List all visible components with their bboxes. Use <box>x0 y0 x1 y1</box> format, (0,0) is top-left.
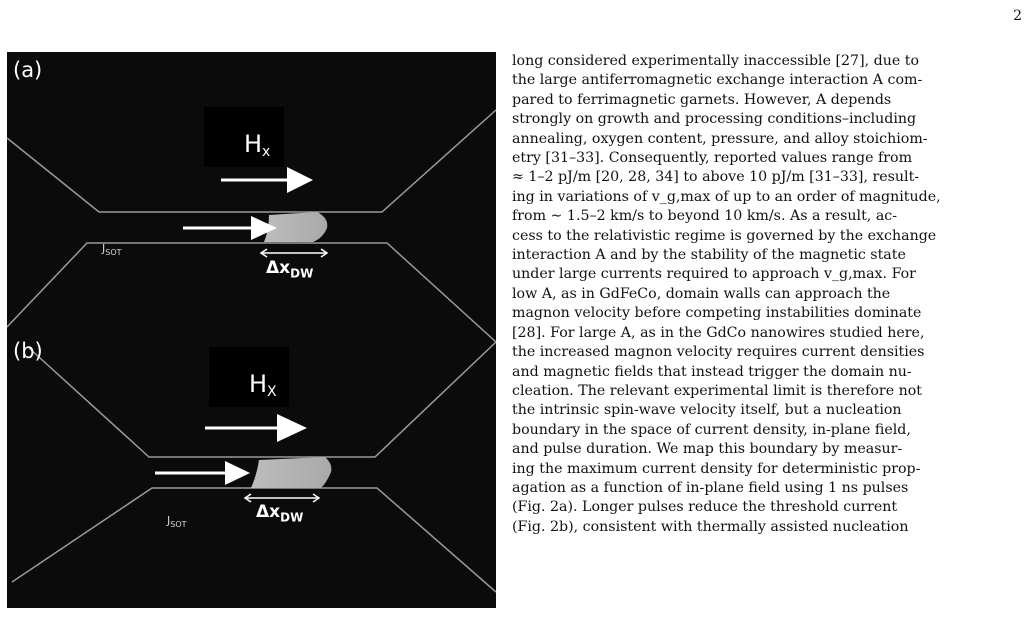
text-line: cleation. The relevant experimental limit is therefore not <box>512 382 922 399</box>
text-line: and pulse duration. We map this boundary by measur- <box>512 441 903 458</box>
text-line: ≈ 1–2 pJ/m [20, 28, 34] to above 10 pJ/m [31–33], result- <box>512 169 920 186</box>
displacement-label-a: $\Delta x_{DW}$ <box>266 258 314 281</box>
text-line: long considered experimentally inaccessible [27], due to <box>512 53 919 69</box>
current-arrowhead-b <box>225 461 250 485</box>
text-line: magnon velocity before competing instabilities dominate <box>512 305 922 322</box>
magnetic-domain-b <box>251 457 331 488</box>
text-line: ing the maximum current density for deterministic prop- <box>512 460 921 477</box>
text-line: cess to the relativistic regime is governed by the exchange <box>512 227 937 244</box>
figure-kerr-images <box>7 52 496 608</box>
text-line: [28]. For large A, as in the GdCo nanowires studied here, <box>512 324 925 341</box>
body-paragraph <box>512 52 1014 537</box>
panel-label-a: (a) <box>13 58 43 82</box>
text-line: (Fig. 2b), consistent with thermally assisted nucleation <box>512 518 909 535</box>
page-number: 2 <box>1013 8 1022 24</box>
text-line: etry [31–33]. Consequently, reported values range from <box>512 150 913 167</box>
text-line: annealing, oxygen content, pressure, and alloy stoichiom- <box>512 130 928 147</box>
displacement-label-b: $\Delta x_{DW}$ <box>256 502 304 525</box>
field-arrowhead-a <box>287 167 313 193</box>
text-line: (Fig. 2a). Longer pulses reduce the threshold current <box>512 499 898 516</box>
text-line: low A, as in GdFeCo, domain walls can approach the <box>512 285 891 302</box>
field-label-b: $H_X$ <box>249 370 277 400</box>
current-label-b: $J_{SOT}$ <box>167 514 187 530</box>
text-line: the large antiferromagnetic exchange interaction A com- <box>512 72 923 89</box>
field-label-a: $H_x$ <box>244 130 271 160</box>
field-arrowhead-b <box>277 414 307 442</box>
text-line: the increased magnon velocity requires current densities <box>512 344 925 361</box>
text-line: and magnetic fields that instead trigger the domain nu- <box>512 363 912 380</box>
text-line: pared to ferrimagnetic garnets. However, A depends <box>512 91 892 108</box>
panel-label-b: (b) <box>13 339 43 363</box>
text-line: from ∼ 1.5–2 km/s to beyond 10 km/s. As a result, ac- <box>512 208 898 225</box>
wire-outline-bottom-b <box>12 488 496 592</box>
current-label-a: $J_{SOT}$ <box>102 242 122 258</box>
text-line: the intrinsic spin-wave velocity itself, but a nucleation <box>512 402 902 419</box>
wire-outline-bottom-a <box>7 243 496 342</box>
text-line: under large currents required to approach v_g,max. For <box>512 266 916 283</box>
text-line: strongly on growth and processing conditions–including <box>512 111 917 128</box>
text-line: interaction A and by the stability of the magnetic state <box>512 247 906 264</box>
text-line: agation as a function of in-plane field using 1 ns pulses <box>512 479 909 496</box>
text-line: ing in variations of v_g,max of up to an order of magnitude, <box>512 188 941 205</box>
text-line: boundary in the space of current density, in-plane field, <box>512 421 911 438</box>
